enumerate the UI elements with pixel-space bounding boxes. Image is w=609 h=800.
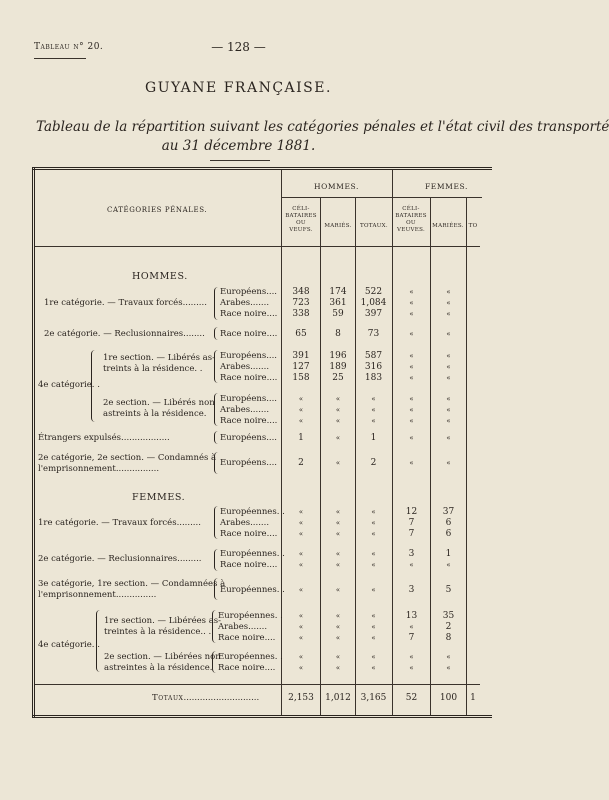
row-label-etrangers: Étrangers expulsés.................. [38, 433, 170, 443]
value-cell: « [335, 459, 341, 467]
origin-race-noire: Race noire.... [218, 663, 276, 673]
row-label-f4: 4e catégorie. . [38, 640, 100, 650]
value-cell: « [409, 330, 414, 338]
value-cell: 8 [445, 633, 452, 643]
row-label-h4-s2: 2e section. — Libérés non astreints à la résidence. [103, 398, 215, 419]
caption-rule [210, 160, 270, 161]
brace-h4 [91, 350, 96, 422]
origin-race-noire: Race noire.... [220, 560, 278, 570]
value-cell: « [409, 299, 414, 307]
value-cell: « [409, 363, 414, 371]
total-cell: 3,165 [360, 693, 387, 703]
origin-europeennes: Européennes. . [220, 549, 285, 559]
value-cell: « [335, 550, 341, 558]
col-divider-6 [466, 197, 467, 715]
value-cell: 59 [332, 309, 344, 319]
value-cell: « [335, 395, 341, 403]
value-cell: « [371, 653, 376, 661]
value-cell: 37 [442, 507, 455, 517]
value-cell: « [446, 406, 451, 414]
col-header-hommes: HOMMES. [314, 182, 359, 191]
value-cell: « [409, 459, 414, 467]
origin-europeens: Européens.... [220, 287, 278, 297]
row-label-h2: 2e catégorie. — Reclusionnaires........ [44, 329, 205, 339]
origin-race-noire: Race noire.... [220, 529, 278, 539]
value-cell: « [298, 623, 304, 631]
origin-europeennes: Européennes. . [218, 611, 283, 621]
value-cell: 3 [408, 549, 415, 559]
value-cell: 174 [329, 287, 347, 297]
value-cell: 25 [332, 373, 344, 383]
origin-race-noire: Race noire.... [220, 416, 278, 426]
value-cell: « [298, 634, 304, 642]
value-cell: 35 [442, 611, 455, 621]
value-cell: 13 [405, 611, 418, 621]
col-header-maries: MARIÉS. [324, 223, 352, 229]
value-cell: 391 [292, 351, 310, 361]
table-caption-line1: Tableau de la répartition suivant les catégories pénales et l'état civil des transporté [36, 119, 609, 135]
origin-arabes: Arabes....... [218, 622, 268, 632]
value-cell: « [409, 288, 414, 296]
brace-h42 [214, 393, 219, 426]
value-cell: 2 [298, 458, 304, 468]
value-cell: « [335, 634, 341, 642]
row-label-h1: 1re catégorie. — Travaux forcés......... [44, 298, 207, 308]
header-rule [34, 58, 86, 59]
value-cell: 5 [445, 585, 452, 595]
table-bottom-border [32, 715, 492, 718]
value-cell: « [335, 561, 341, 569]
value-cell: « [298, 395, 304, 403]
value-cell: « [446, 352, 451, 360]
value-cell: 2 [370, 458, 377, 468]
row-label-f2: 2e catégorie. — Reclusionnaires......... [38, 554, 202, 564]
brace-f3 [214, 578, 219, 600]
total-cell: 1,012 [325, 693, 351, 703]
region-title: GUYANE FRANÇAISE. [145, 80, 332, 96]
table-left-border [32, 167, 35, 717]
value-cell: « [371, 664, 376, 672]
value-cell: « [298, 550, 304, 558]
value-cell: 316 [364, 362, 383, 372]
col-header-categories: CATÉGORIES PÉNALES. [107, 206, 208, 214]
value-cell: « [446, 288, 451, 296]
col-header-totaux: TOTAUX. [360, 223, 388, 229]
value-cell: 338 [292, 309, 310, 319]
value-cell: 723 [292, 298, 310, 308]
brace-f2 [214, 549, 219, 571]
value-cell: « [409, 374, 414, 382]
row-label-f1: 1re catégorie. — Travaux forcés......... [38, 518, 201, 528]
value-cell: 3 [408, 585, 415, 595]
brace-h1 [214, 287, 219, 320]
value-cell: 196 [329, 351, 347, 361]
value-cell: « [409, 664, 414, 672]
value-cell: 1 [370, 433, 377, 443]
value-cell: « [298, 519, 304, 527]
value-cell: « [446, 417, 451, 425]
origin-arabes: Arabes....... [220, 298, 270, 308]
col-header-femmes: FEMMES. [425, 182, 468, 191]
value-cell: 7 [408, 529, 415, 539]
row-label-f3: 3e catégorie, 1re section. — Condamnées à l'emprisonnement............... [38, 579, 226, 600]
value-cell: « [335, 530, 341, 538]
value-cell: « [446, 653, 451, 661]
brace-etr [214, 431, 219, 444]
origin-europeennes: Européennes. . [220, 585, 285, 595]
brace-f4 [96, 610, 101, 672]
total-cell: 100 [439, 693, 458, 703]
value-cell: « [446, 330, 451, 338]
value-cell: « [446, 459, 451, 467]
value-cell: « [335, 434, 341, 442]
brace-f1 [214, 506, 219, 539]
origin-europeennes: Européennes. . [220, 507, 285, 517]
value-cell: « [371, 530, 376, 538]
value-cell: 6 [445, 529, 452, 539]
value-cell: « [446, 561, 451, 569]
row-label-totaux: Totaux............................ [152, 693, 260, 703]
value-cell: « [446, 664, 451, 672]
value-cell: 522 [364, 287, 383, 297]
row-label-2c2s: 2e catégorie, 2e section. — Condamnés à l'emprisonnement................ [38, 453, 217, 474]
brace-h2 [214, 327, 219, 340]
value-cell: « [371, 586, 376, 594]
value-cell: « [335, 508, 341, 516]
value-cell: 73 [367, 329, 380, 339]
value-cell: 1 [445, 549, 452, 559]
totals-top-rule [35, 684, 480, 685]
value-cell: « [371, 634, 376, 642]
origin-race-noire: Race noire.... [218, 633, 276, 643]
row-label-f4-s2: 2e section. — Libérées non astreintes à la résidence. [104, 652, 221, 673]
value-cell: « [446, 363, 451, 371]
origin-race-noire: Race noire.... [220, 373, 278, 383]
origin-race-noire: Race noire.... [220, 329, 278, 339]
value-cell: 158 [292, 373, 310, 383]
value-cell: « [409, 417, 414, 425]
value-cell: « [371, 519, 376, 527]
origin-arabes: Arabes....... [220, 362, 270, 372]
value-cell: « [446, 395, 451, 403]
col-header-celibataires: CÉLI- BATAIRES OU VEUFS. [285, 206, 317, 233]
value-cell: « [335, 406, 341, 414]
origin-europeens: Européens.... [220, 458, 278, 468]
value-cell: « [409, 653, 414, 661]
value-cell: « [335, 623, 341, 631]
col-header-celibataires-f: CÉLI- BATAIRES OU VEUVES. [395, 206, 427, 233]
col-divider-1 [281, 170, 282, 715]
section-hommes: HOMMES. [132, 271, 188, 282]
value-cell: « [371, 550, 376, 558]
origin-race-noire: Race noire.... [220, 309, 278, 319]
origin-europeens: Européens.... [220, 351, 278, 361]
value-cell: « [298, 612, 304, 620]
value-cell: « [371, 406, 376, 414]
value-cell: « [298, 508, 304, 516]
total-cell: 2,153 [288, 693, 314, 703]
origin-arabes: Arabes....... [220, 405, 270, 415]
value-cell: « [371, 612, 376, 620]
value-cell: « [298, 530, 304, 538]
value-cell: 1,084 [360, 298, 387, 308]
total-cell: 52 [405, 693, 418, 703]
row-label-h4: 4e catégorie. . [38, 380, 100, 390]
value-cell: « [335, 519, 341, 527]
value-cell: 348 [292, 287, 310, 297]
col-header-mariees: MARIÉES. [432, 223, 464, 229]
value-cell: « [371, 561, 376, 569]
brace-f41 [212, 610, 217, 643]
origin-europeens: Européens.... [220, 394, 278, 404]
page-number: — 128 — [211, 40, 266, 54]
value-cell: « [298, 586, 304, 594]
value-cell: « [335, 417, 341, 425]
table-top-border [32, 167, 492, 170]
value-cell: « [446, 434, 451, 442]
value-cell: « [446, 310, 451, 318]
value-cell: « [409, 561, 414, 569]
value-cell: 2 [445, 622, 452, 632]
value-cell: « [409, 434, 414, 442]
value-cell: 7 [408, 518, 415, 528]
value-cell: « [335, 586, 341, 594]
value-cell: 7 [408, 633, 415, 643]
value-cell: 587 [364, 351, 383, 361]
value-cell: 1 [298, 433, 304, 443]
value-cell: « [371, 395, 376, 403]
value-cell: 127 [292, 362, 310, 372]
value-cell: 189 [329, 362, 347, 372]
value-cell: « [298, 664, 304, 672]
origin-arabes: Arabes....... [220, 518, 270, 528]
value-cell: « [298, 406, 304, 414]
origin-europeennes: Européennes. . [218, 652, 283, 662]
value-cell: « [335, 612, 341, 620]
value-cell: « [335, 653, 341, 661]
value-cell: 361 [329, 298, 347, 308]
value-cell: 183 [364, 373, 383, 383]
value-cell: « [446, 374, 451, 382]
value-cell: 65 [295, 329, 307, 339]
value-cell: 397 [364, 309, 383, 319]
value-cell: « [371, 623, 376, 631]
value-cell: 6 [445, 518, 452, 528]
brace-f42 [212, 651, 217, 673]
col-header-totaux-f: TO [468, 223, 478, 229]
value-cell: « [298, 561, 304, 569]
value-cell: « [409, 395, 414, 403]
value-cell: « [409, 406, 414, 414]
value-cell: « [409, 352, 414, 360]
value-cell: « [298, 417, 304, 425]
value-cell: « [371, 508, 376, 516]
value-cell: 12 [405, 507, 418, 517]
value-cell: « [335, 664, 341, 672]
header-bottom-rule [35, 246, 480, 247]
row-label-f4-s1: 1re section. — Libérées as- treintes à la résidence.. . [104, 616, 222, 637]
section-femmes: FEMMES. [132, 492, 186, 503]
value-cell: « [371, 417, 376, 425]
table-caption-line2: au 31 décembre 1881. [161, 138, 316, 154]
document-page: Tableau n° 20. — 128 — GUYANE FRANÇAISE. Tableau de la répartition suivant les catégories pénales et l'état civil des transporté au 31 décembre 1881. CATÉGORIES PÉNALES. HOMMES. FEMMES. CÉLI- BATAIRES OU VEUFS. MARIÉS. TOTAUX. CÉLI- BATAIRES OU VEUVES. MARIÉES. TO HOMMES. 1re catégorie. — Travaux forcés......... Européens.... Arabes....... Race noire.... 2e catégorie. — Reclusionnaires........ Race noire.... 4e catégorie. . 1re section. — Libérés as- treints à la résidence. . Européens.... Arabes....... Race noire.... 2e section. — Libérés non astreints à la résidence. Européens.... Arabes....... Race noire.... Étrangers expulsés.................. Européens.... 2e catégorie, 2e section. — Condamnés à l'emprisonnement................ Européens.... FEMMES. 1re catégorie. — Travaux forcés......... Européennes. . Arabes....... Race noire.... 2e catégorie. — Reclusionnaires......... Européennes. . Race noire.... 3e catégorie, 1re section. — Condamnées à l'emprisonnement............... Européennes. . 4e catégorie. . 1re section. — Libérées as- treintes à la résidence.. . Européennes. . Arabes....... Race noire.... 2e section. — Libérées non astreintes à la résidence. Européennes. . Race noire.... Totaux............................ 348 174 522 « « 723 361 1,084 « « 338 59 397 « « 65 8 73 « « 391 196 587 « « 127 189 316 « « 158 25 183 « « « « « « « « « « « « « « « « « 1 « 1 « « 2 « 2 « « « « « 12 37 « « « 7 6 « « « 7 6 « « « 3 1 « « « « « « « « 3 5 « « « 13 35 « « « « 2 « « « 7 8 « « « « « « « « « « 2,153 1,012 3,165 52 100 1 [0, 0, 477, 800]
header-group-rule [282, 197, 482, 198]
total-cell-cut: 1 [470, 693, 476, 703]
value-cell: « [446, 299, 451, 307]
brace-2c2s [214, 452, 219, 474]
value-cell: « [298, 653, 304, 661]
row-label-h4-s1: 1re section. — Libérés as- treints à la résidence. . [103, 353, 215, 374]
value-cell: 8 [335, 329, 341, 339]
brace-h41 [214, 350, 219, 383]
value-cell: « [409, 310, 414, 318]
origin-europeens: Européens.... [220, 433, 278, 443]
value-cell: « [409, 623, 414, 631]
